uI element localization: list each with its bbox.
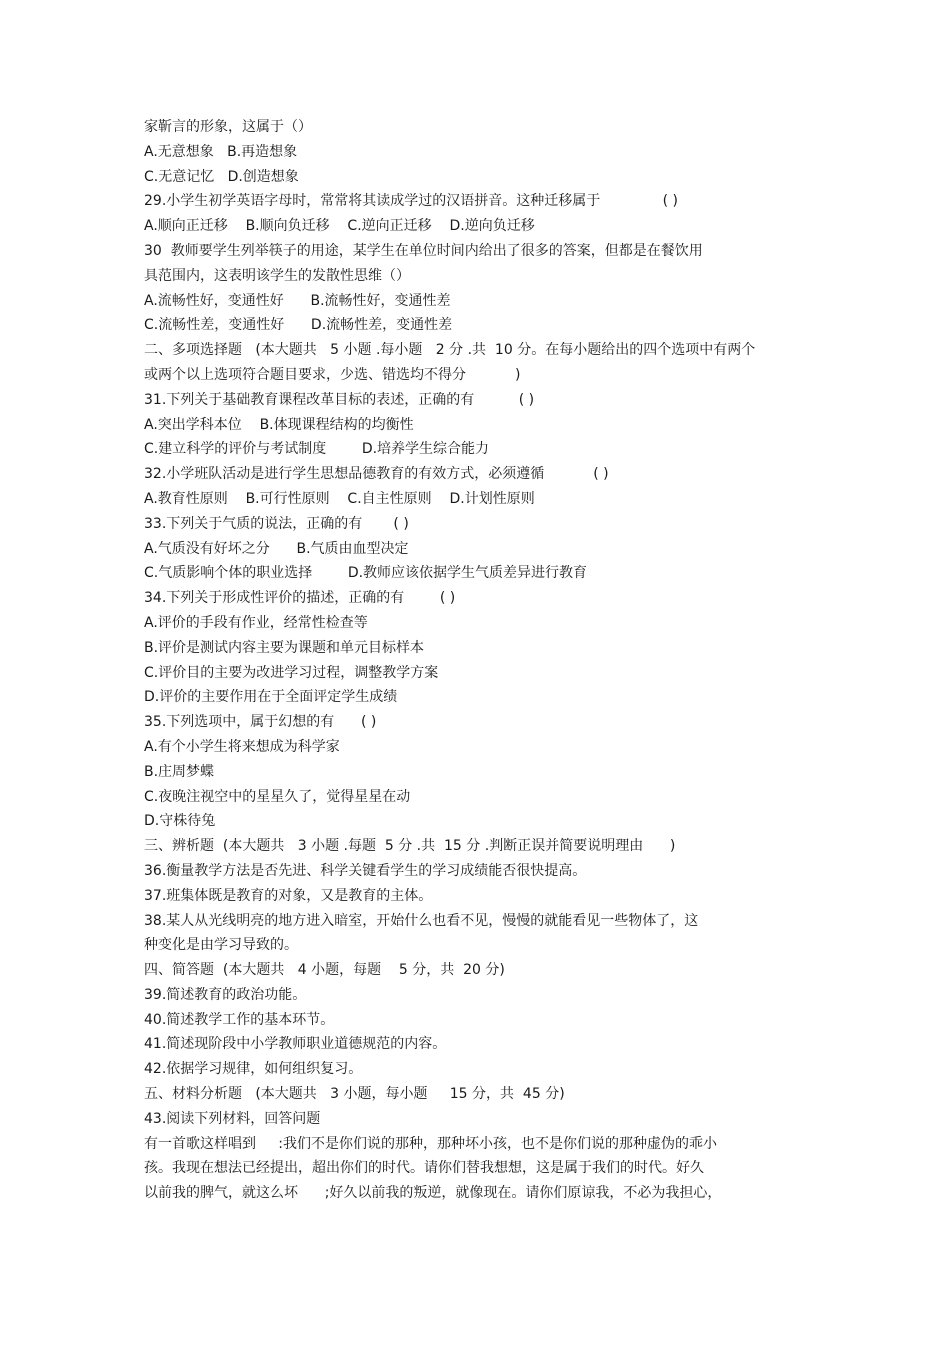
text-line: 35.下列选项中，属于幻想的有 ( ) xyxy=(144,714,377,731)
text-line: C.夜晚注视空中的星星久了，觉得星星在动 xyxy=(144,788,411,805)
text-line: C.无意记忆 D.创造想象 xyxy=(144,168,299,185)
text-line: 具范围内，这表明该学生的发散性思维（） xyxy=(144,267,410,284)
text-line: 43.阅读下列材料，回答问题 xyxy=(144,1110,321,1127)
text-line: A.流畅性好，变通性好 B.流畅性好，变通性差 xyxy=(144,292,451,309)
text-line: A.突出学科本位 B.体现课程结构的均衡性 xyxy=(144,416,414,433)
text-line: C.流畅性差，变通性好 D.流畅性差，变通性差 xyxy=(144,317,453,334)
text-line: D.守株待兔 xyxy=(144,813,216,830)
text-line: C.建立科学的评价与考试制度 D.培养学生综合能力 xyxy=(144,441,490,458)
document-body xyxy=(144,115,794,1206)
text-line: 四、简答题 (本大题共 4 小题，每题 5 分，共 20 分) xyxy=(144,962,505,979)
text-line: 三、辨析题 (本大题共 3 小题 .每题 5 分 .共 15 分 .判断正误并简要说明理由 ) xyxy=(144,838,676,855)
text-line: A.有个小学生将来想成为科学家 xyxy=(144,738,340,755)
text-line: B.庄周梦蝶 xyxy=(144,763,215,780)
text-line: 以前我的脾气，就这么坏 ;好久以前我的叛逆，就像现在。请你们原谅我，不必为我担心， xyxy=(144,1185,722,1202)
text-line: 38.某人从光线明亮的地方进入暗室，开始什么也看不见，慢慢的就能看见一些物体了，这 xyxy=(144,912,699,929)
text-line: 33.下列关于气质的说法，正确的有 ( ) xyxy=(144,515,409,532)
text-line: 42.依据学习规律，如何组织复习。 xyxy=(144,1061,363,1078)
text-line: 32.小学班队活动是进行学生思想品德教育的有效方式，必须遵循 ( ) xyxy=(144,466,609,483)
text-line: 40.简述教学工作的基本环节。 xyxy=(144,1011,335,1028)
text-line: D.评价的主要作用在于全面评定学生成绩 xyxy=(144,689,398,706)
text-line: 有一首歌这样唱到 :我们不是你们说的那种，那种坏小孩，也不是你们说的那种虚伪的乖小 xyxy=(144,1135,717,1152)
text-line: 41.简述现阶段中小学教师职业道德规范的内容。 xyxy=(144,1036,447,1053)
text-line: A.教育性原则 B.可行性原则 C.自主性原则 D.计划性原则 xyxy=(144,490,535,507)
text-line: 孩。我现在想法已经提出，超出你们的时代。请你们替我想想，这是属于我们的时代。好久 xyxy=(144,1160,704,1177)
text-line: 二、多项选择题 (本大题共 5 小题 .每小题 2 分 .共 10 分。在每小题给出的四个选项中有两个 xyxy=(144,342,756,359)
text-line: 30 教师要学生列举筷子的用途，某学生在单位时间内给出了很多的答案，但都是在餐饮用 xyxy=(144,242,703,259)
text-line: B.评价是测试内容主要为课题和单元目标样本 xyxy=(144,639,425,656)
text-line: A.评价的手段有作业，经常性检查等 xyxy=(144,614,368,631)
text-line: 31.下列关于基础教育课程改革目标的表述，正确的有 ( ) xyxy=(144,391,535,408)
text-line: 34.下列关于形成性评价的描述，正确的有 ( ) xyxy=(144,590,456,607)
text-line: 36.衡量教学方法是否先进、科学关键看学生的学习成绩能否很快提高。 xyxy=(144,862,587,879)
text-line: 家靳言的形象，这属于（） xyxy=(144,119,312,135)
text-line: 种变化是由学习导致的。 xyxy=(144,937,298,954)
text-line: A.气质没有好坏之分 B.气质由血型决定 xyxy=(144,540,409,557)
text-line: 39.简述教育的政治功能。 xyxy=(144,986,307,1003)
text-line: C.评价目的主要为改进学习过程，调整教学方案 xyxy=(144,664,439,681)
text-line: 29.小学生初学英语字母时，常常将其读成学过的汉语拼音。这种迁移属于 ( ) xyxy=(144,193,678,210)
text-line: 五、材料分析题 (本大题共 3 小题，每小题 15 分，共 45 分) xyxy=(144,1086,565,1103)
text-line: 37.班集体既是教育的对象，又是教育的主体。 xyxy=(144,887,433,904)
text-line: A.无意想象 B.再造想象 xyxy=(144,143,298,160)
text-line: C.气质影响个体的职业选择 D.教师应该依据学生气质差异进行教育 xyxy=(144,565,588,582)
text-line: A.顺向正迁移 B.顺向负迁移 C.逆向正迁移 D.逆向负迁移 xyxy=(144,218,535,235)
text-line: 或两个以上选项符合题目要求，少选、错选均不得分 ) xyxy=(144,366,521,383)
